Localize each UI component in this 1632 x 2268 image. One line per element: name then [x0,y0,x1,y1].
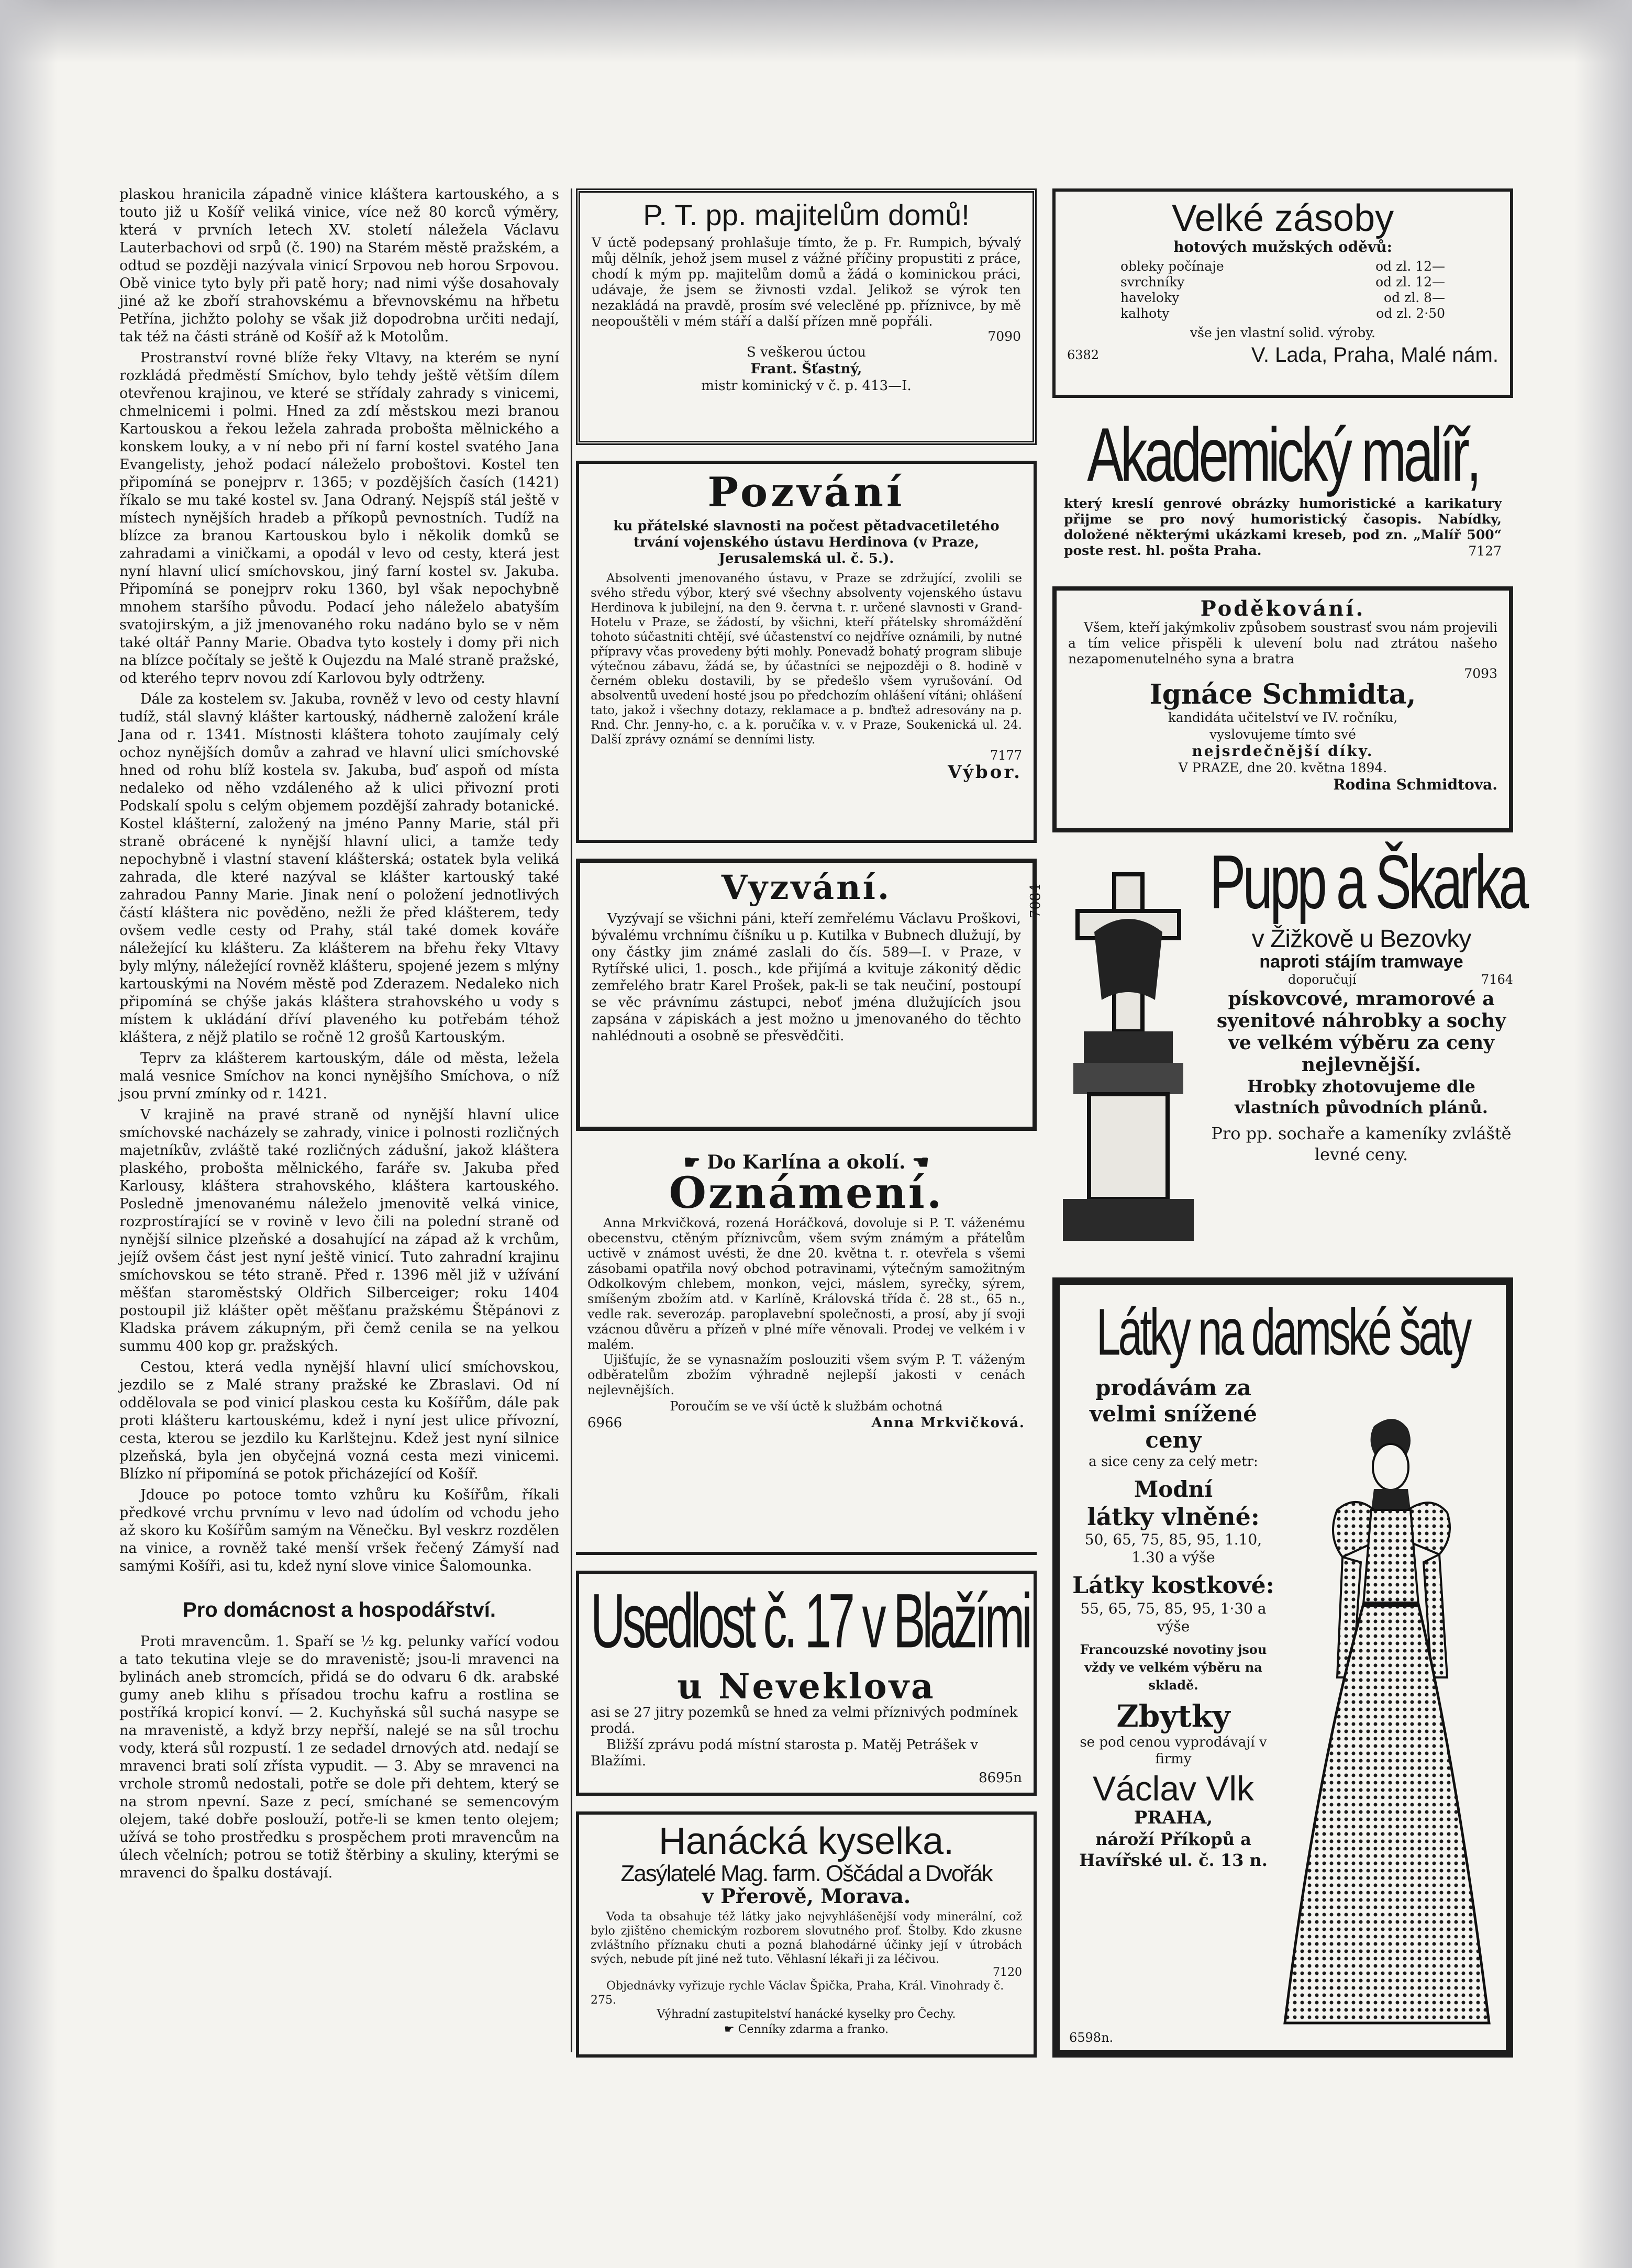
ad-title: P. T. pp. majitelům domů! [643,198,970,231]
ad-title: Hanácká kyselka. [658,1820,954,1862]
ad-line: vyslovujeme tímto své [1209,726,1356,742]
ad-body: který kreslí genrové obrázky humoristické a karikatury přijme se pro nový humoristický časopis. Nabídky, doložené některými ukázkami kreseb, pod zn. „Malíř 500“ poste rest. hl. pošta Praha. [1064,496,1502,559]
pointing-hand-icon: ☛ [724,2022,735,2036]
ad-title: Oznámení. [669,1168,944,1218]
article-paragraph: Prostranství rovné blíže řeky Vltavy, na kterém se nyní rozkládá předměstí Smíchov, bylo tehdy ještě větším dílem otevřenou krajinou, ve které se střídaly zahrady s vinicemi, chmelnicemi i polmi. Hned za zdí městskou mezi branou Kartouskou a řekou ležela zahrada probošta mělnického a konskem louky, a v ní nebo při ní farní kostel svatého Jana Evangelisty, jehož podací náleželo proboštovi. Kostel ten připomíná se ponejprv r. 1365; v pozdějších časích (1421) říkalo se mu také kostel sv. Jana Odraný. Nejspíš stál ještě v místech nynějších hradeb a příkopů pevnostních. Tudíž na blízce za branou Kartouskou bylo i několik domků se zahradami a viničkami, a opodál v levo od cesty, která jest nyní hlavní ulicí smíchovskou, jiný farní kostel sv. Jakuba. Připomíná se ponejprv roku 1360, byl však nepochybně mnohem staršího původu. Podací jeho náleželo abatyším svatojirským, a již jmenovaného roku nadáno bylo se v něm také oltář Panny Marie. Obadva tyto kostely i domy při nich na blízce počítaly se ještě k Oujezdu na Malé straně pražské, od kterého teprv novou zdí Karlovou byly odtrženy. [119,350,559,686]
ad-thanks-words: nejsrdečnější díky. [1192,742,1374,760]
ad-invitation [576,461,1037,843]
ad-agency: Výhradní zastupitelství hanácké kyselky pro Čechy. [657,2007,956,2021]
ad-signature: Anna Mrkvičková. [871,1415,1025,1431]
ad-body: asi se 27 jitry pozemků se hned za velmi příznivých podmínek prodá. [591,1704,1018,1737]
wool-prices: 50, 65, 75, 85, 95, 1.10, 1.30 a výše [1084,1531,1262,1566]
ad-header-text: Do Karlína a okolí. [707,1151,906,1173]
ad-number: 7090 [987,328,1021,344]
ad-number: 6966 [587,1415,623,1431]
cross-monument-illustration [1052,874,1204,1251]
check-prices: 55, 65, 75, 85, 95, 1·30 a výše [1080,1600,1267,1636]
ad-recommend: doporučují [1288,972,1357,987]
ad-number: 7084 [1028,884,1043,919]
remnants-note: se pod cenou vyprodávají v firmy [1080,1735,1267,1767]
ad-title: Poděkování. [1200,596,1365,621]
ad-price-list-line [591,2021,1022,2038]
ad-firm: V. Lada, Praha, Malé nám. [1251,343,1498,366]
item-name: obleky počínaje [1120,258,1224,274]
ad-tombstones-text [1209,840,1526,1165]
ad-painter [1052,408,1513,581]
item-price: od zl. 12— [1375,274,1445,290]
ad-body: Anna Mrkvičková, rozená Horáčková, dovoluje si P. T. váženému obecenstvu, ctěným příznivcům, všem svým známým a přátelům uctivě v známost uvésti, že dne 20. května t. r. otevřela s všemi zásobami opatřila nový obchod potravinami, výtečným samožitným Odkolkovým chlebem, monkon, vejci, máslem, syrečky, sýrem, smíšeným zbožím atd. v Karlíně, Královská třída č. 28 st., 65 n., vedle rak. severozáp. paroplavební společnosti, a prosí, aby jí svoji vzácnou důvěru a přízeň v plné míře věnovali. Prodej ve velkém i v malém. [587,1216,1025,1352]
ad-place: v Žižkově u Bezovky [1251,925,1471,953]
item-price: od zl. 2·50 [1376,305,1445,321]
ad-orders: Objednávky vyřizuje rychle Václav Špička, Praha, Král. Vinohrady č. 275. [591,1979,1004,2007]
ad-signature-name: Frant. Šťastný, [750,361,862,377]
ad-name: Ignáce Schmidta, [1149,679,1416,710]
ad-title: Látky na damské šaty [1096,1295,1470,1369]
ad-clothing-stock [1052,188,1513,398]
article-paragraph: plaskou hranicila západně vinice kláštera kartouského, a s touto již u Košíř veliká vinice, více než 80 korců výměry, která v prvních letech XV. století náležela Václavu Lauterbachovi od srpů (č. 190) na Starém městě pražském, a odtud se později nazývala vinicí Srpovou neb horou Srpovou. Obě vinice tyto byly při patě hory; nad nimi výše dosahovaly jiné až ke zboří strahovskému a břevnovskému na hřbetu Petřína, jichžto polohy se však již dopodrobna určiti nedají, tak též na části stráně od Košíř až k Motolům. [119,186,559,345]
ad-title: Usedlost č. 17 v Blažími [591,1578,1029,1664]
pointing-hand-right-icon: ☚ [912,1151,929,1173]
ad-tombs: Hrobky zhotovujeme dle vlastních původních plánů. [1235,1076,1488,1118]
check-title: Látky kostkové: [1072,1572,1274,1599]
ad-title: Pupp a Škarka [1209,840,1526,925]
ad-body: V úctě podepsaný prohlašuje tímto, že p. Fr. Rumpich, bývalý můj dělník, jehož jsem musel z vážné příčiny propustiti z práce, chodí k mým pp. majitelům domů a žádá o kominickou práci, udávaje, že jsem se živnosti vzdal. Jelikož se výrok ten nezakládá na pravdě, prosím své veleclěné pp. příznivce, by mě neopouštěli v mém stáří a další přízen mně popřáli. [592,235,1021,329]
ad-note: Pro pp. sochaře a kameníky zvláště levné ceny. [1211,1124,1512,1165]
article-paragraph: Teprv za klášterem kartouským, dále od města, ležela malá vesnice Smíchov na konci nynějšího Smíchova, o níž jsou první zmínky od r. 1421. [119,1050,559,1102]
ad-mineral-water [576,1811,1037,2058]
ad-family: Rodina Schmidtova. [1333,775,1497,793]
ad-closing: Poroučím se ve vší úctě k službám ochotná [670,1399,943,1414]
ad-body-2: Ujišťujíc, že se vynasnažím poslouziti všem svým P. T. váženým odběratelům zbožím výhradně nejlepší jakosti v cenách nejlevnějších. [587,1352,1025,1398]
ad-number: 7120 [993,1965,1022,1979]
ad-info: Bližší zprávu podá místní starosta p. Matěj Petrášek v Blažími. [591,1737,979,1769]
ad-footer [587,1415,1025,1431]
firm-address: nároží Příkopů a Havířské ul. č. 13 n. [1079,1829,1268,1871]
ad-note: vše jen vlastní solid. výroby. [1190,325,1375,340]
article-paragraph: Jdouce po potoce tomto vzhůru ku Košířům, říkali předkové vrchu prvnímu v levo nad údolím od vchodu jeho až skoro ku Košířům samým na Věnečku. Byl veskrz rozdělen na vinice, a rovněž také menší vršek řečený Zámyší nad samými Košíři, asi tu, kdež nyní slove vinice Šalomounka. [119,1487,559,1574]
ad-signature-role: mistr kominický v č. p. 413—I. [701,377,912,394]
wool-title: Modní [1134,1476,1213,1503]
price-table [1120,259,1445,321]
ad-line-1: prodávám za [1095,1375,1251,1401]
ad-body: Všem, kteří jakýmkoliv způsobem soustrasť svou nám projevili a tím velice přispěli k ulevení bolu nad ztrátou našeho nezapomenutelného syna a bratra [1068,620,1497,666]
ad-tombstones [1052,840,1526,1272]
ad-title: Velké zásoby [1171,197,1394,239]
ad-house-owners [576,188,1037,445]
ad-date: V PRAZE, dne 20. května 1894. [1178,760,1387,775]
item-name: svrchníky [1120,274,1185,290]
ad-title: Vyzvání. [721,868,892,907]
ad-number: 7093 [1464,666,1497,681]
ad-thanks [1052,586,1513,832]
price-row [1120,290,1445,306]
ad-footer [1067,343,1498,366]
lady-dress-illustration [1269,1405,1500,2044]
ad-title: Akademický malíř, [1087,413,1479,498]
column-rule [571,188,572,2052]
scan-shadow-left [0,0,58,2268]
ad-karlin-notice [576,1147,1037,1555]
ad-subtitle: u Neveklova [677,1665,936,1707]
item-name: haveloky [1120,290,1180,305]
ad-number: 7164 [1481,972,1513,987]
ad-subtitle: hotových mužských oděvů: [1173,238,1392,255]
price-row [1120,274,1445,290]
ad-body: Voda ta obsahuje též látky jako nejvyhlášenější vody minerální, což bylo zjištěno chemickým rozborem slovutného prof. Štolby. Kdo zkusne zvláštního příznaku chuti a pozná blahodárné účinky její v útrobách svých, nebude pít jiné než tuto. Věhlasní lékaři ji za léčivou. [591,1910,1022,1966]
ad-line-4: a sice ceny za celý metr: [1089,1454,1258,1470]
ad-sender: Zasýlatelé Mag. farm. Oščádal a Dvořák [620,1860,992,1886]
ad-homestead [576,1571,1037,1796]
ad-number: 6598n. [1069,2030,1114,2045]
ad-number: 6382 [1067,347,1100,362]
ad-title: Pozvání [707,469,905,516]
section-heading: Pro domácnost a hospodářství. [183,1598,496,1621]
firm-city: PRAHA, [1134,1807,1213,1829]
article-paragraph: Cestou, která vedla nynější hlavní ulicí smíchovskou, jezdilo se z Malé strany pražské ke Zbraslavi. Od ní oddělovala se pod vinicí plaskou cesta ku Košířům, dále pak proti klášteru kartouskému, kdež i nyní jest ulice přívozní, cesta, kterou se jezdilo ku Karlštejnu. Kdež jest nyní silnice plzeňská, byla jen obyčejná vozná cesta mezi vinicemi. Blízko ní připomíná se potok přicházející od Košíř. [119,1359,559,1482]
ad-number: 8695n [979,1770,1022,1786]
ad-fabrics [1052,1277,1513,2058]
ad-line-3: ceny [1145,1427,1202,1453]
ad-fabrics-text [1071,1375,1275,1871]
item-price: od zl. 8— [1384,290,1445,305]
price-row [1120,259,1445,274]
ad-body: pískovcové, mramorové a syenitové náhrobky a sochy ve velkém výběru za ceny nejlevnější. [1216,988,1506,1076]
item-name: kalhoty [1120,305,1170,321]
ad-role: kandidáta učitelství ve IV. ročníku, [1168,709,1398,725]
scan-shadow-top [0,0,1632,63]
french-note: Francouzské novotiny jsou vždy ve velkém výběru na skladě. [1080,1642,1267,1693]
ad-body: Vyzývají se všichni páni, kteří zemřelému Václavu Proškovi, bývalému vrchnímu číšníku u p. Kutilka v Bubnech dlužují, by ony částky jim známé zaslali do čís. 589—I. v Praze, v Rytířské ulici, 1. posch., kde přijímá a kvituje zákonitý dědic zemřelého bratr Karel Prošek, pak-li se tak neučiní, postoupí se věc právnímu zástupci, neboť jména dlužujících jsou zapsána v zápiskách a jest možno u jmenovaného do těchto nahlédnouti a osobně se přesvědčiti. [592,911,1021,1044]
firm-name: Václav Vlk [1092,1769,1254,1808]
ad-price-list: Cenníky zdarma a franko. [738,2022,889,2036]
ad-greeting: S veškerou úctou [747,344,866,360]
wool-title-2: látky vlněné: [1087,1503,1260,1531]
ad-number: 7177 [990,748,1022,763]
scan-shadow-right [1574,0,1632,2268]
ad-summons [576,859,1043,1131]
ad-signature: Výbor. [948,761,1022,783]
article-paragraph: V krajině na pravé straně od nynější hlavní ulice smíchovské nacházely se zahrady, vinice i polnosti rozličných majetníkův, zvláště také rozličných zádušní, jakož kláštera plaského, probošta mělnického, faráře sv. Jakuba před Karlousy, kláštera strahovského, kláštera kartouského. Posledně jmenovanému náleželo jmenovitě velká vinice, rozprostírající se v rovině v levo čili na polední straně od nynější silnice plzeňské a dosahující na západ až k vrchům, jejíž ovšem část jest nyní ještě vinicí. Tuto zahradní krajinu smíchovskou se této straně. Před r. 1396 měl již v užívání měšťan staroměstský Oldřich Silberceiger; roku 1404 postoupil již klášter opět měšťanu pražskému Štěpánovi z Kladska právem zákupným, při čemž cenila se na yelkou summu 400 kop gr. pražských. [119,1107,559,1354]
ad-line-2: velmi snížené [1089,1401,1258,1427]
ad-subplace: naproti stájím tramwaye [1259,951,1463,972]
article-column [119,186,559,2065]
article-paragraph: Dále za kostelem sv. Jakuba, rovněž v levo od cesty hlavní tudíž, stál slavný klášter kartouský, nádherně založení krále Jana od r. 1341. Místnosti kláštera tohoto zaujímaly celý ochoz nynějších domův a zahrad ve hlavní ulici smíchovské hned od rohu blíž kostela sv. Jakuba, buď aspoň od místa nedaleko od něho vzdáleného až k ulici přivozní proti Podskalí spolu s celým objemem pozdější zahrady botanické. Kostel klášterní, založený na jméno Panny Marie, stál při straně obrácené k nynější hlavní ulici, a tamže tedy nepochybně i vlastní stavení klášterská; ostatek byla veliká zahrada, dle které nazýval se klášter kartouský také zahradou Panny Marie. Jinak není o položení jednotlivých částí kláštera nic pověděno, nežli že před klášterem, tedy ovšem vedle cesty od Prahy, stál také domek kováře náležející ku klášteru. Za klášterem na břehu řeky Vltavy byly mlýny, náležející rovněž klášteru, spojené jezem s mlýny kartouskými na Novém městě pod Zderazem. Nedaleko nich připomíná se chýše jakás kláštera strahovského u vody s místem k ukládání dříví plaveného ku potřebám téhož kláštera, z nějž platilo se ročně 12 grošů Kartouským. [119,691,559,1046]
ad-recommend-line [1209,971,1513,988]
ad-number: 7127 [1468,543,1502,559]
section-paragraph: Proti mravencům. 1. Spaří se ½ kg. pelunky vařící vodou a tato tekutina vleje se do mravenistě; jsou-li mravenci na bylinách aneb stromcích, přidá se do odvaru 6 dk. arabské gumy aneb klihu s přísadou trochu kafru a rostlina se postříká kropicí konví. — 2. Kuchyňská sůl suchá nasype se na mravenistě, a když brzy nepřší, nalejé se na sůl trochu vody, která sůl rozpustí. 1 ze sedadel drnových atd. nedají se mravenci brati solí zřísta vypudit. — 3. Aby se mravenci na vrchole stromů nedostali, potře se dole při dehtem, který se na strom npevní. Saze z pecí, smíchané se semencovým olejem, také dobře poslouží, potře-li se kmen tento olejem; užívá se toho prostředku s prospěchem proti mravencům na úlech včelních; potrou se totiž štěrbiny a skuliny, kterými se mravenci do špalku dostávají. [119,1633,559,1881]
ad-lead: ku přátelské slavnosti na počest pětadvacetiletého trvání vojenského ústavu Herdinova (v Praze, Jerusalemská ul. č. 5.). [613,518,1000,566]
remnants-title: Zbytky [1116,1698,1230,1735]
ad-body: Absolventi jmenovaného ústavu, v Praze se zdržující, zvolili se svého středu výbor, který své všechny absolventy vojenského ústavu Herdinova k jubilejní, na den 9. června t. r. určené slavnosti v Grand-Hotelu v Praze, se žádostí, by všichni, kteří přátelsky shromáždění tohoto súčastniti chtějí, své účastenství co nejdříve oznámili, by nutné přípravy včas provedeny býti mohly. Ponevadž bohatý program slibuje výtečnou zábavu, žádá se, by účastníci se nejpozději o 8. hodině v černém obleku dostavili, by se předešlo všem vyrušování. Od absolventů uvedení hosté jsou po předchozím ohlášení vítáni; ohlášení tato, jakož i všechny dotazy, reklamace a p. bnďtež adresovány na p. Rnd. Chr. Jenny-ho, c. a k. poručíka v. v. v Praze, Soukenická ul. 24. Další zprávy oznámí se denními listy. [591,571,1022,747]
item-price: od zl. 12— [1375,258,1445,274]
ad-place: v Přerově, Morava. [702,1884,911,1908]
pointing-hand-left-icon: ☛ [683,1151,701,1173]
price-row [1120,306,1445,321]
